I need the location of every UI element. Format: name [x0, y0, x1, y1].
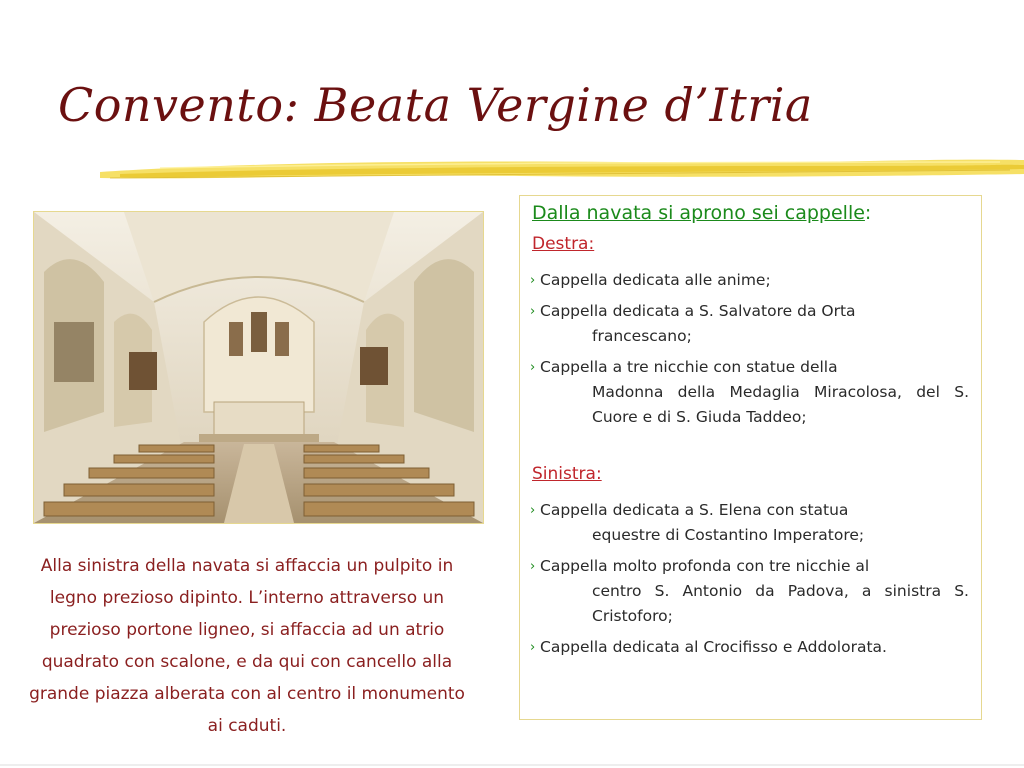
list-item — [532, 355, 969, 430]
item-text: Cappella dedicata a S. Salvatore da Orta — [540, 302, 856, 320]
right-side-label: Destra: — [532, 234, 595, 254]
chapels-panel — [519, 195, 982, 720]
left-chapel-list — [532, 498, 969, 660]
item-text-continued: Madonna della Medaglia Miracolosa, del S. Cuore e di S. Giuda Taddeo; — [592, 383, 969, 426]
church-interior-icon — [34, 212, 483, 523]
item-text: Cappella dedicata alle anime; — [540, 271, 771, 289]
bullet-arrow-icon: › — [530, 273, 536, 288]
item-text-continued: equestre di Costantino Imperatore; — [592, 526, 865, 544]
panel-heading-colon: : — [864, 202, 872, 224]
photo-caption: Alla sinistra della navata si affaccia un pulpito in legno prezioso dipinto. L’interno attraverso un prezioso portone ligneo, si affaccia ad un atrio quadrato con scalone, e da qui con cancello alla grande piazza alberata con al centro il monumento ai caduti. — [29, 556, 465, 736]
item-text-continued: francescano; — [592, 327, 692, 345]
panel-heading-text: Dalla navata si aprono sei cappelle — [532, 202, 865, 224]
list-item — [532, 498, 969, 548]
item-text: Cappella dedicata a S. Elena con statua — [540, 501, 849, 519]
list-item — [532, 635, 969, 660]
brush-stroke-decoration — [100, 150, 1024, 186]
bullet-arrow-icon: › — [530, 360, 536, 375]
bullet-arrow-icon: › — [530, 640, 536, 655]
item-text-continued: centro S. Antonio da Padova, a sinistra S. Cristoforo; — [592, 582, 969, 625]
bottom-divider — [0, 764, 1024, 766]
bullet-arrow-icon: › — [530, 559, 536, 574]
bullet-arrow-icon: › — [530, 503, 536, 518]
list-item — [532, 268, 969, 293]
panel-heading — [532, 202, 969, 224]
slide-title: Convento: Beata Vergine d’Itria — [58, 78, 813, 132]
church-interior-photo — [33, 211, 484, 524]
item-text: Cappella a tre nicchie con statue della — [540, 358, 838, 376]
list-item — [532, 299, 969, 349]
item-text: Cappella dedicata al Crocifisso e Addolorata. — [540, 638, 887, 656]
bullet-arrow-icon: › — [530, 304, 536, 319]
right-chapel-list — [532, 268, 969, 430]
left-side-label: Sinistra: — [532, 464, 602, 484]
item-text: Cappella molto profonda con tre nicchie al — [540, 557, 870, 575]
list-item — [532, 554, 969, 629]
